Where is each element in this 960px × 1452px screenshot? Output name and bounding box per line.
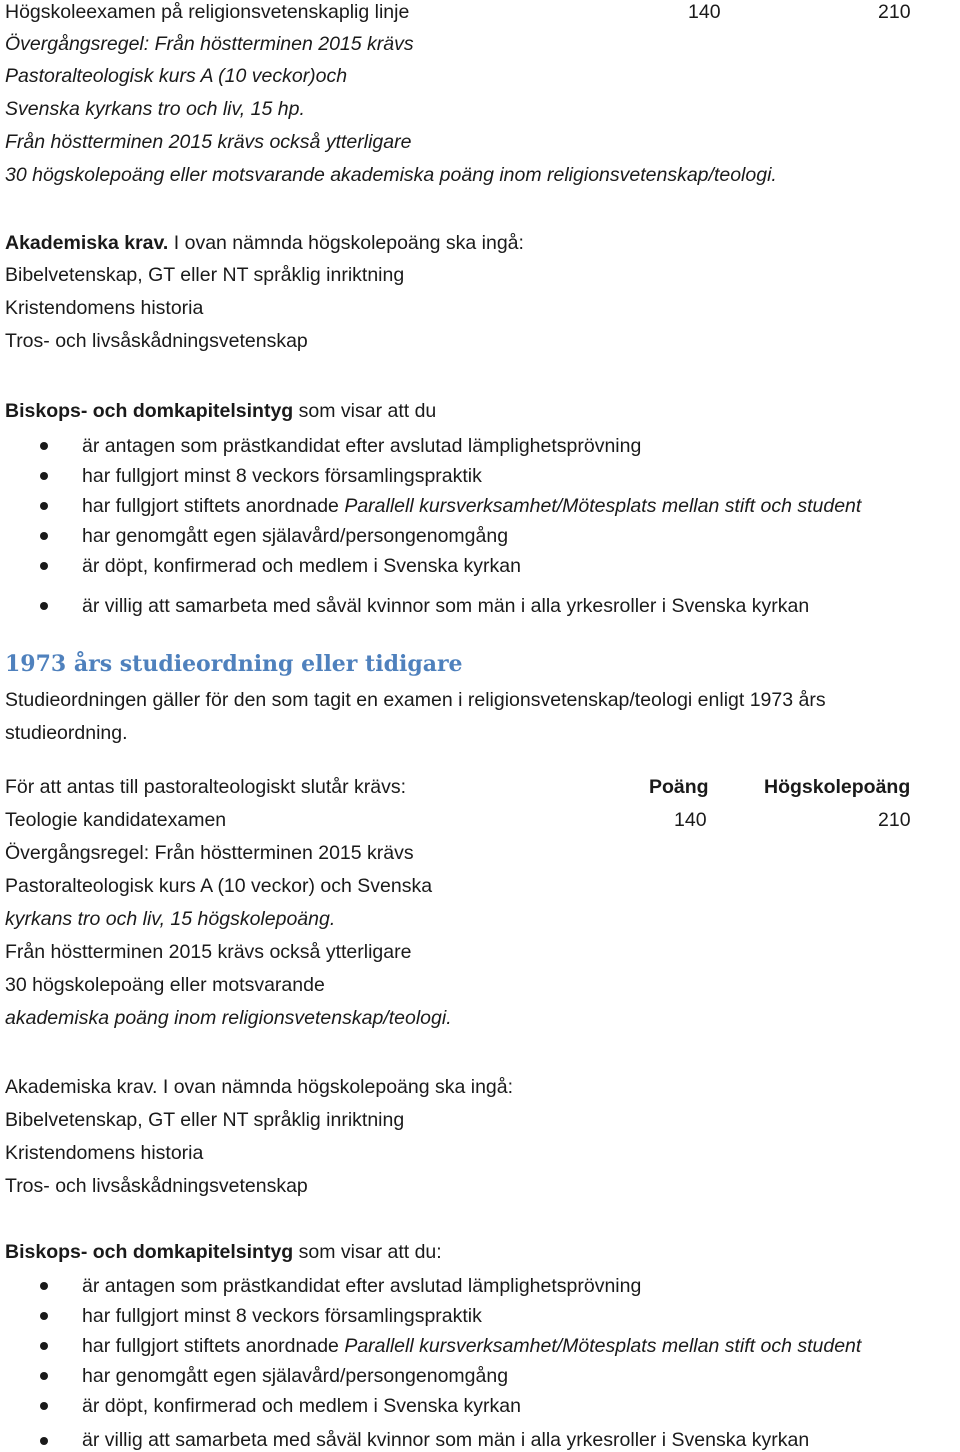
transition-rule: Övergångsregel: Från höstterminen 2015 krävs xyxy=(5,33,414,55)
requirement-item: Kristendomens historia xyxy=(5,297,204,319)
bullet-icon xyxy=(40,1342,48,1350)
bullet-item-italic: Parallell kursverksamhet/Mötesplats mellan stift och student xyxy=(344,495,862,517)
academic-requirements-text: I ovan nämnda högskolepoäng ska ingå: xyxy=(168,232,524,254)
transition-rule-line: Svenska kyrkans tro och liv, 15 hp. xyxy=(5,98,305,120)
credits-value: 210 xyxy=(878,809,911,831)
bullet-icon xyxy=(40,1282,48,1290)
bullet-item: är villig att samarbeta med såväl kvinnor som män i alla yrkesroller i Svenska kyrkan xyxy=(82,595,810,617)
bullet-item xyxy=(82,494,861,518)
points-value: 140 xyxy=(674,809,707,831)
bullet-item xyxy=(82,1334,861,1358)
bishop-certificate xyxy=(5,399,436,423)
section-intro: studieordning. xyxy=(5,722,128,744)
points-value: 140 xyxy=(688,1,721,23)
academic-requirements-label: Akademiska krav. xyxy=(5,1076,158,1098)
bullet-item: har fullgjort minst 8 veckors församlingspraktik xyxy=(82,465,482,487)
bullet-icon xyxy=(40,562,48,570)
transition-rule-line: 30 högskolepoäng eller motsvarande xyxy=(5,974,325,996)
bullet-icon xyxy=(40,442,48,450)
transition-rule-line: Pastoralteologisk kurs A (10 veckor) och Svenska xyxy=(5,875,433,897)
bullet-icon xyxy=(40,472,48,480)
requirement-item: Tros- och livsåskådningsvetenskap xyxy=(5,1175,308,1197)
bishop-certificate xyxy=(5,1240,442,1264)
column-header-points: Poäng xyxy=(649,776,709,798)
credits-value: 210 xyxy=(878,1,911,23)
degree-title: Teologie kandidatexamen xyxy=(5,809,227,831)
bullet-item: är villig att samarbeta med såväl kvinnor som män i alla yrkesroller i Svenska kyrkan xyxy=(82,1429,810,1451)
transition-rule: Övergångsregel: Från höstterminen 2015 krävs xyxy=(5,842,414,864)
transition-rule-line: akademiska poäng inom religionsvetenskap/teologi. xyxy=(5,1007,452,1029)
requirement-item: Tros- och livsåskådningsvetenskap xyxy=(5,330,308,352)
degree-title: Högskoleexamen på religionsvetenskaplig linje xyxy=(5,1,410,23)
bullet-item: har genomgått egen själavård/persongenomgång xyxy=(82,1365,509,1387)
academic-requirements xyxy=(5,1075,513,1099)
transition-rule-line: 30 högskolepoäng eller motsvarande akademiska poäng inom religionsvetenskap/teologi. xyxy=(5,164,777,186)
bullet-icon xyxy=(40,602,48,610)
bullet-item: är döpt, konfirmerad och medlem i Svenska kyrkan xyxy=(82,1395,521,1417)
bullet-item: har fullgjort minst 8 veckors församlingspraktik xyxy=(82,1305,482,1327)
bullet-item: är döpt, konfirmerad och medlem i Svenska kyrkan xyxy=(82,555,521,577)
bishop-certificate-label: Biskops- och domkapitelsintyg xyxy=(5,400,294,422)
column-header-credits: Högskolepoäng xyxy=(764,776,911,798)
bullet-icon xyxy=(40,1312,48,1320)
bullet-item: har genomgått egen själavård/persongenomgång xyxy=(82,525,509,547)
bullet-item-text: har fullgjort stiftets anordnade xyxy=(82,1335,345,1357)
academic-requirements-label: Akademiska krav. xyxy=(5,232,169,254)
academic-requirements-text: I ovan nämnda högskolepoäng ska ingå: xyxy=(157,1076,514,1098)
bullet-icon xyxy=(40,1402,48,1410)
section-heading: 1973 års studieordning eller tidigare xyxy=(5,651,463,677)
academic-requirements xyxy=(5,231,524,255)
transition-rule-line: Från höstterminen 2015 krävs också ytterligare xyxy=(5,941,412,963)
requirements-label: För att antas till pastoralteologiskt slutår krävs: xyxy=(5,776,406,798)
bullet-icon xyxy=(40,1372,48,1380)
requirement-item: Kristendomens historia xyxy=(5,1142,204,1164)
transition-rule-line: Pastoralteologisk kurs A (10 veckor)och xyxy=(5,65,348,87)
transition-rule-line: Från höstterminen 2015 krävs också ytterligare xyxy=(5,131,412,153)
requirement-item: Bibelvetenskap, GT eller NT språklig inriktning xyxy=(5,264,405,286)
requirement-item: Bibelvetenskap, GT eller NT språklig inriktning xyxy=(5,1109,405,1131)
bishop-certificate-text: som visar att du xyxy=(293,400,437,422)
bishop-certificate-text: som visar att du: xyxy=(293,1241,442,1263)
bullet-icon xyxy=(40,1437,48,1445)
section-intro: Studieordningen gäller för den som tagit en examen i religionsvetenskap/teologi enligt 1973 års xyxy=(5,689,826,711)
bishop-certificate-label: Biskops- och domkapitelsintyg xyxy=(5,1241,294,1263)
bullet-item-text: har fullgjort stiftets anordnade xyxy=(82,495,345,517)
bullet-item-italic: Parallell kursverksamhet/Mötesplats mellan stift och student xyxy=(344,1335,862,1357)
bullet-icon xyxy=(40,502,48,510)
bullet-item: är antagen som prästkandidat efter avslutad lämplighetsprövning xyxy=(82,1275,642,1297)
bullet-icon xyxy=(40,532,48,540)
transition-rule-line: kyrkans tro och liv, 15 högskolepoäng. xyxy=(5,908,336,930)
bullet-item: är antagen som prästkandidat efter avslutad lämplighetsprövning xyxy=(82,435,642,457)
